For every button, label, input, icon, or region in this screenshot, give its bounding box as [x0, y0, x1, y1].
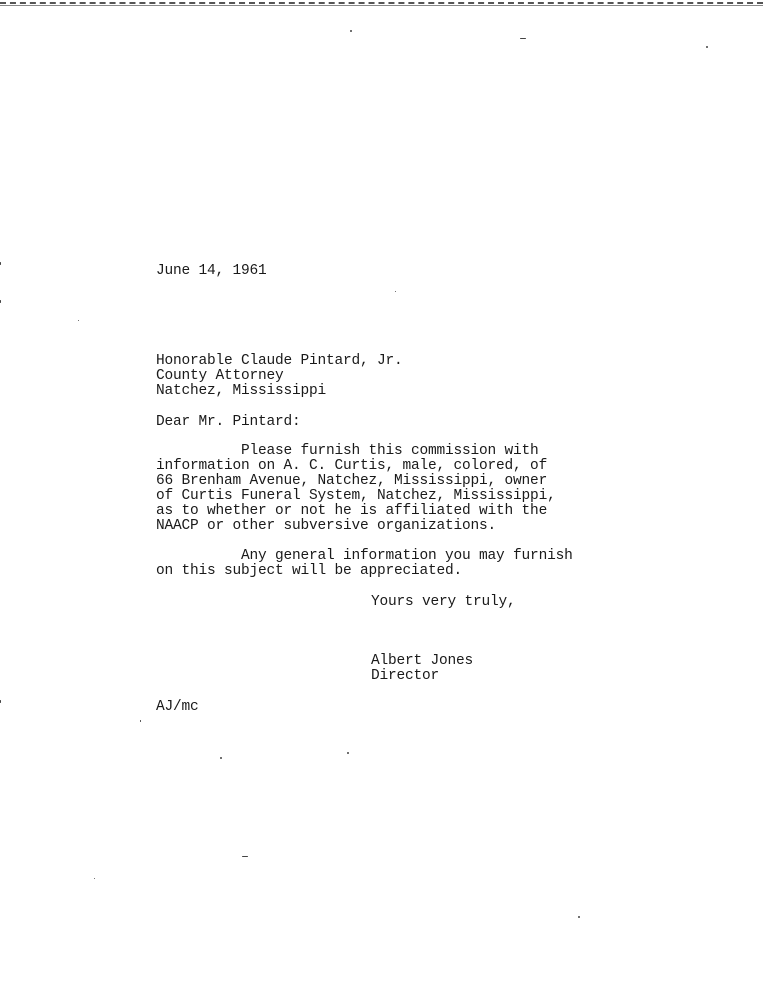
body-paragraph-1-line: NAACP or other subversive organizations. — [156, 518, 497, 534]
recipient-name: Honorable Claude Pintard, Jr. — [156, 353, 403, 369]
scan-speck — [78, 320, 79, 321]
body-paragraph-1-line: 66 Brenham Avenue, Natchez, Mississippi, owner — [156, 473, 548, 489]
scan-speck — [350, 30, 352, 32]
scan-speck — [0, 700, 1, 703]
scan-speck — [220, 757, 222, 759]
scan-speck — [520, 38, 526, 39]
reference-initials: AJ/mc — [156, 699, 199, 715]
body-paragraph-1-line: information on A. C. Curtis, male, colored, of — [156, 458, 548, 474]
letter-date: June 14, 1961 — [156, 263, 267, 279]
scan-speck — [140, 720, 141, 722]
scan-speck — [706, 46, 708, 48]
scan-speck — [0, 262, 1, 265]
scan-speck — [578, 916, 580, 918]
body-paragraph-2-line: on this subject will be appreciated. — [156, 563, 463, 579]
salutation: Dear Mr. Pintard: — [156, 414, 301, 430]
recipient-title: County Attorney — [156, 368, 284, 384]
body-paragraph-1-line: of Curtis Funeral System, Natchez, Mississippi, — [156, 488, 556, 504]
top-edge-border — [0, 2, 763, 6]
recipient-location: Natchez, Mississippi — [156, 383, 327, 399]
scan-speck — [94, 878, 95, 879]
body-paragraph-1-line: Please furnish this commission with — [156, 443, 539, 459]
body-paragraph-1-line: as to whether or not he is affiliated with the — [156, 503, 548, 519]
scan-speck — [242, 856, 248, 857]
scan-speck — [0, 300, 1, 303]
complimentary-closing: Yours very truly, — [371, 594, 516, 610]
signer-title: Director — [371, 668, 440, 684]
scan-speck — [395, 291, 396, 292]
body-paragraph-2-line: Any general information you may furnish — [156, 548, 573, 564]
signer-name: Albert Jones — [371, 653, 474, 669]
scan-speck — [347, 752, 349, 754]
